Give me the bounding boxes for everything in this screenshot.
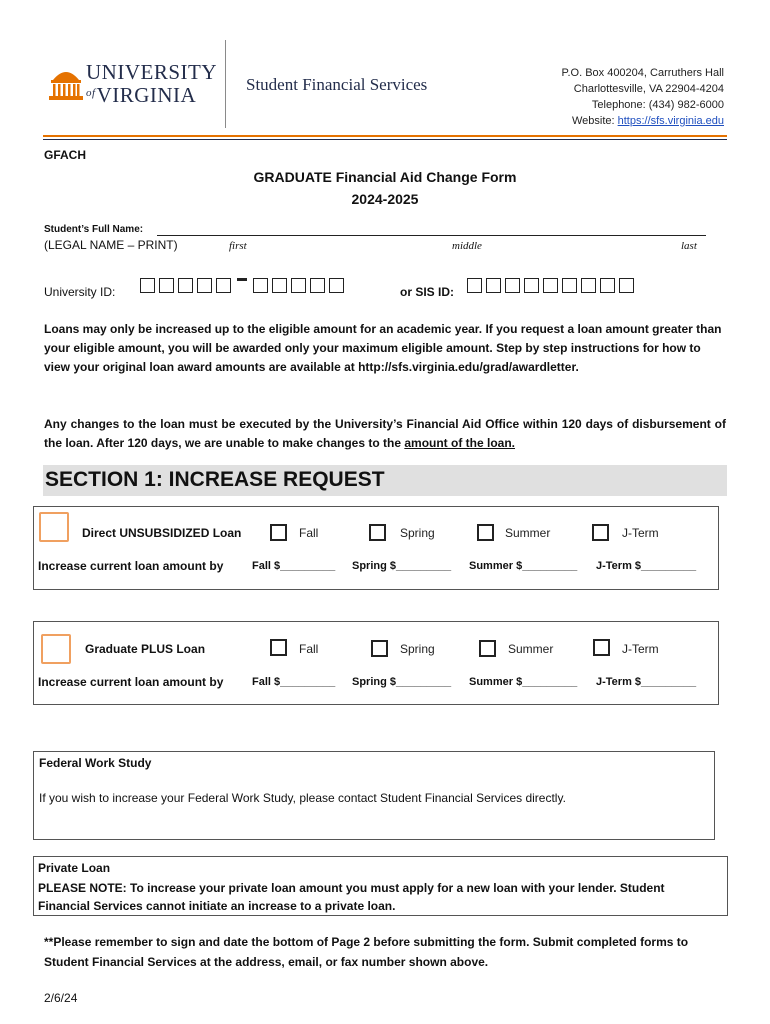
sis-digit-box[interactable]	[486, 278, 501, 293]
website-label: Website:	[571, 115, 618, 127]
legal-name-note: (LEGAL NAME – PRINT)	[44, 238, 178, 252]
sis-digit-box[interactable]	[524, 278, 539, 293]
sis-digit-box[interactable]	[467, 278, 482, 293]
unsubsidized-select-checkbox[interactable]	[39, 512, 69, 542]
term-label: J-Term	[622, 526, 659, 540]
university-of: of	[86, 87, 96, 99]
summer-amount-field[interactable]: Summer $_________	[469, 560, 578, 572]
sis-id-label: or SIS ID:	[400, 285, 455, 299]
spring-amount-field[interactable]: Spring $_________	[352, 560, 452, 572]
rotunda-logo-icon	[49, 64, 83, 102]
university-id-label: University ID:	[44, 285, 116, 299]
spring-checkbox[interactable]	[371, 640, 388, 657]
id-digit-box[interactable]	[216, 278, 231, 293]
spring-amount-field[interactable]: Spring $_________	[352, 676, 452, 688]
summer-checkbox[interactable]	[477, 524, 494, 541]
loan-name: Graduate PLUS Loan	[85, 642, 206, 656]
id-digit-box[interactable]	[253, 278, 268, 293]
id-digit-box[interactable]	[310, 278, 325, 293]
term-label: Spring	[400, 526, 435, 540]
jterm-amount-field[interactable]: J-Term $_________	[596, 560, 697, 572]
full-name-field[interactable]	[157, 235, 706, 236]
changes-note-underlined: amount of the loan.	[404, 436, 516, 450]
private-loan-title: Private Loan	[38, 861, 111, 875]
id-digit-box[interactable]	[159, 278, 174, 293]
private-loan-note-text: To increase your private loan amount you must apply for a new loan with your lender. Student Financial Services cannot initiate an increase to a private loan.	[38, 881, 665, 913]
university-line1: UNIVERSITY	[86, 60, 217, 84]
contact-address	[562, 65, 724, 129]
term-label: J-Term	[622, 642, 659, 656]
changes-note	[44, 415, 726, 453]
university-wordmark	[86, 62, 217, 106]
form-code: GFACH	[44, 148, 86, 162]
form-title: GRADUATE Financial Aid Change Form	[253, 169, 517, 185]
private-loan-note-label: PLEASE NOTE:	[38, 881, 127, 895]
summer-checkbox[interactable]	[479, 640, 496, 657]
id-digit-box[interactable]	[329, 278, 344, 293]
header-divider	[225, 40, 226, 128]
loan-panel-unsubsidized	[33, 506, 719, 590]
address-line1: P.O. Box 400204, Carruthers Hall	[561, 67, 724, 79]
sis-digit-box[interactable]	[562, 278, 577, 293]
header-rule-navy	[43, 139, 727, 140]
term-label: Fall	[299, 526, 319, 540]
changes-note-text: Any changes to the loan must be executed by the University’s Financial Aid Office within 120 days of disbursement of the loan. After 120 days, we are unable to make changes to the	[44, 417, 726, 450]
work-study-title: Federal Work Study	[39, 756, 152, 770]
spring-checkbox[interactable]	[369, 524, 386, 541]
term-label: Summer	[508, 642, 554, 656]
sis-digit-box[interactable]	[581, 278, 596, 293]
section-title: SECTION 1: INCREASE REQUEST	[45, 468, 385, 491]
jterm-amount-field[interactable]: J-Term $_________	[596, 676, 697, 688]
full-name-label: Student’s Full Name:	[44, 224, 144, 235]
revision-date: 2/6/24	[44, 991, 78, 1005]
department-title: Student Financial Services	[246, 75, 428, 94]
jterm-checkbox[interactable]	[593, 639, 610, 656]
increase-label: Increase current loan amount by	[38, 675, 224, 689]
sis-digit-box[interactable]	[505, 278, 520, 293]
loan-name: Direct UNSUBSIDIZED Loan	[82, 526, 242, 540]
id-digit-box[interactable]	[178, 278, 193, 293]
header-rule-orange	[43, 135, 727, 137]
fall-amount-field[interactable]: Fall $_________	[252, 560, 336, 572]
private-loan-note	[38, 879, 688, 915]
id-digit-box[interactable]	[291, 278, 306, 293]
last-name-caption: last	[681, 240, 697, 252]
id-digit-box[interactable]	[140, 278, 155, 293]
university-line2: VIRGINIA	[96, 83, 197, 107]
sis-id-boxes[interactable]	[467, 278, 634, 293]
middle-name-caption: middle	[452, 240, 482, 252]
id-dash	[237, 278, 247, 281]
address-line2: Charlottesville, VA 22904-4204	[573, 83, 724, 95]
id-digit-box[interactable]	[272, 278, 287, 293]
fall-checkbox[interactable]	[270, 524, 287, 541]
term-label: Summer	[505, 526, 551, 540]
summer-amount-field[interactable]: Summer $_________	[469, 676, 578, 688]
loan-panel-grad-plus	[33, 621, 719, 705]
sis-digit-box[interactable]	[619, 278, 634, 293]
university-id-boxes[interactable]	[140, 278, 344, 293]
form-year: 2024-2025	[351, 191, 419, 207]
fall-amount-field[interactable]: Fall $_________	[252, 676, 336, 688]
term-label: Fall	[299, 642, 319, 656]
website-link[interactable]: https://sfs.virginia.edu	[617, 115, 724, 127]
term-label: Spring	[400, 642, 435, 656]
work-study-text: If you wish to increase your Federal Work Study, please contact Student Financial Services directly.	[39, 791, 566, 805]
sis-digit-box[interactable]	[543, 278, 558, 293]
telephone: Telephone: (434) 982-6000	[591, 99, 724, 111]
sis-digit-box[interactable]	[600, 278, 615, 293]
increase-label: Increase current loan amount by	[38, 559, 224, 573]
form-heading	[0, 166, 770, 210]
id-digit-box[interactable]	[197, 278, 212, 293]
fall-checkbox[interactable]	[270, 639, 287, 656]
jterm-checkbox[interactable]	[592, 524, 609, 541]
signature-reminder: **Please remember to sign and date the bottom of Page 2 before submitting the form. Submit completed forms to Student Financial Services at the address, email, or fax number shown above.	[44, 935, 689, 969]
grad-plus-select-checkbox[interactable]	[41, 634, 71, 664]
first-name-caption: first	[229, 240, 247, 252]
loans-note: Loans may only be increased up to the eligible amount for an academic year. If you request a loan amount greater than your eligible amount, you will be awarded only your maximum eligible amount. Step by step instructions for how to view your original loan award amounts are available at http://sfs.virginia.edu/grad/awardletter.	[44, 322, 722, 374]
